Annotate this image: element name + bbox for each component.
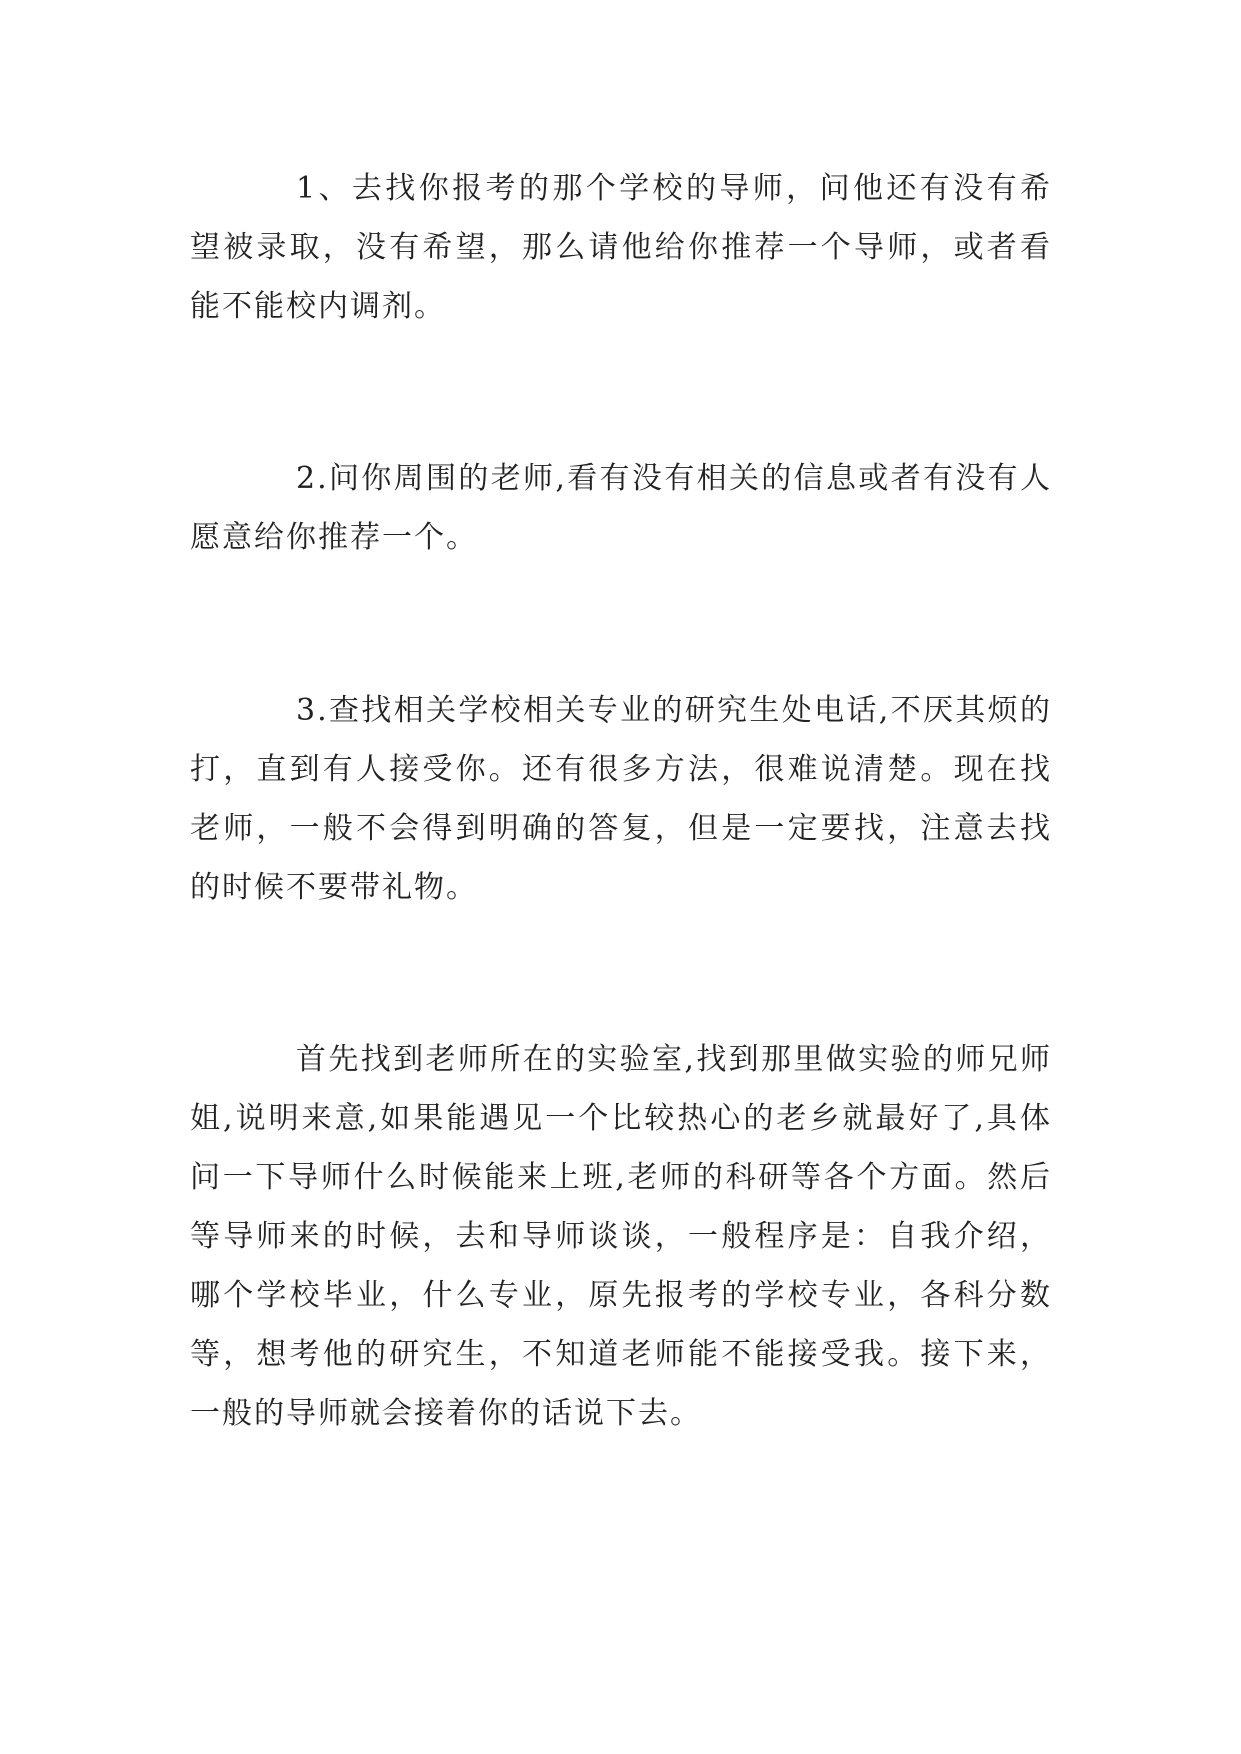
paragraph-visit-laboratory: 首先找到老师所在的实验室,找到那里做实验的师兄师姐,说明来意,如果能遇见一个比较热心的老乡就最好了,具体问一下导师什么时候能来上班,老师的科研等各个方面。然后等导师来的时候，去和导师谈谈，一般程序是：自我介绍，哪个学校毕业，什么专业，原先报考的学校专业，各科分数等，想考他的研究生，不知道老师能不能接受我。接下来，一般的导师就会接着你的话说下去。 xyxy=(190,1042,1052,1431)
paragraph-call-graduate-office: 3.查找相关学校相关专业的研究生处电话,不厌其烦的打，直到有人接受你。还有很多方法，很难说清楚。现在找老师，一般不会得到明确的答复，但是一定要找，注意去找的时候不要带礼物。 xyxy=(190,693,1052,905)
paragraph-ask-nearby-teachers: 2.问你周围的老师,看有没有相关的信息或者有没有人愿意给你推荐一个。 xyxy=(190,461,1052,555)
paragraph-contact-applied-advisor: 1、去找你报考的那个学校的导师，问他还有没有希望被录取，没有希望，那么请他给你推荐一个导师，或者看能不能校内调剂。 xyxy=(190,171,1052,324)
